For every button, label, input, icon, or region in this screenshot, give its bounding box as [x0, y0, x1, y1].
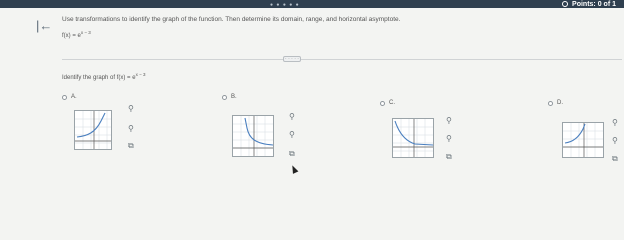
option-c-open-new-icon[interactable]: ⧉ — [446, 152, 452, 161]
option-a-label: A. — [71, 94, 77, 100]
option-d[interactable] — [548, 100, 563, 106]
function-prefix: f(x) = — [62, 33, 78, 39]
option-d-graph — [562, 122, 604, 158]
option-b-zoom-out-icon[interactable]: ⚲ — [289, 130, 295, 139]
points-ring-icon — [562, 1, 568, 7]
mouse-cursor-icon — [290, 164, 299, 174]
option-d-zoom-out-icon[interactable]: ⚲ — [612, 136, 618, 145]
question-exponent: x − 3 — [135, 72, 146, 77]
divider — [62, 59, 622, 60]
option-c[interactable] — [380, 100, 395, 106]
progress-dots: ● ● ● ● ● — [270, 2, 300, 8]
option-d-radio[interactable] — [548, 101, 553, 106]
option-b[interactable] — [222, 94, 237, 100]
option-a-radio[interactable] — [62, 95, 67, 100]
points-indicator — [562, 0, 616, 8]
option-c-radio[interactable] — [380, 101, 385, 106]
points-label: Points: 0 of 1 — [572, 0, 616, 8]
function-exponent: x − 3 — [80, 30, 91, 35]
more-button[interactable]: · · · · · — [283, 56, 301, 62]
top-bar — [0, 0, 624, 8]
option-d-open-new-icon[interactable]: ⧉ — [612, 154, 618, 163]
option-b-open-new-icon[interactable]: ⧉ — [289, 149, 295, 158]
option-a-graph — [74, 110, 112, 150]
question-prefix: Identify the graph of f(x) = — [62, 75, 133, 81]
option-c-zoom-in-icon[interactable]: ⚲ — [446, 116, 452, 125]
option-d-label: D. — [557, 100, 563, 106]
option-b-graph — [232, 115, 274, 157]
option-b-label: B. — [231, 94, 237, 100]
option-d-zoom-in-icon[interactable]: ⚲ — [612, 118, 618, 127]
option-a-zoom-out-icon[interactable]: ⚲ — [128, 124, 134, 133]
option-c-zoom-out-icon[interactable]: ⚲ — [446, 134, 452, 143]
back-arrow-icon[interactable]: |← — [36, 18, 53, 33]
option-a[interactable] — [62, 94, 77, 100]
function-base: e — [77, 33, 81, 39]
option-b-zoom-in-icon[interactable]: ⚲ — [289, 112, 295, 121]
instructions-text: Use transformations to identify the graph of the function. Then determine its domain, range, and horizontal asymptote. — [62, 16, 401, 23]
question-base: e — [132, 75, 136, 81]
option-c-label: C. — [389, 100, 395, 106]
option-b-radio[interactable] — [222, 95, 227, 100]
option-c-graph — [392, 118, 434, 158]
option-a-zoom-in-icon[interactable]: ⚲ — [128, 104, 134, 113]
function-definition — [62, 30, 91, 39]
question-text — [62, 72, 145, 81]
option-a-open-new-icon[interactable]: ⧉ — [128, 141, 134, 150]
